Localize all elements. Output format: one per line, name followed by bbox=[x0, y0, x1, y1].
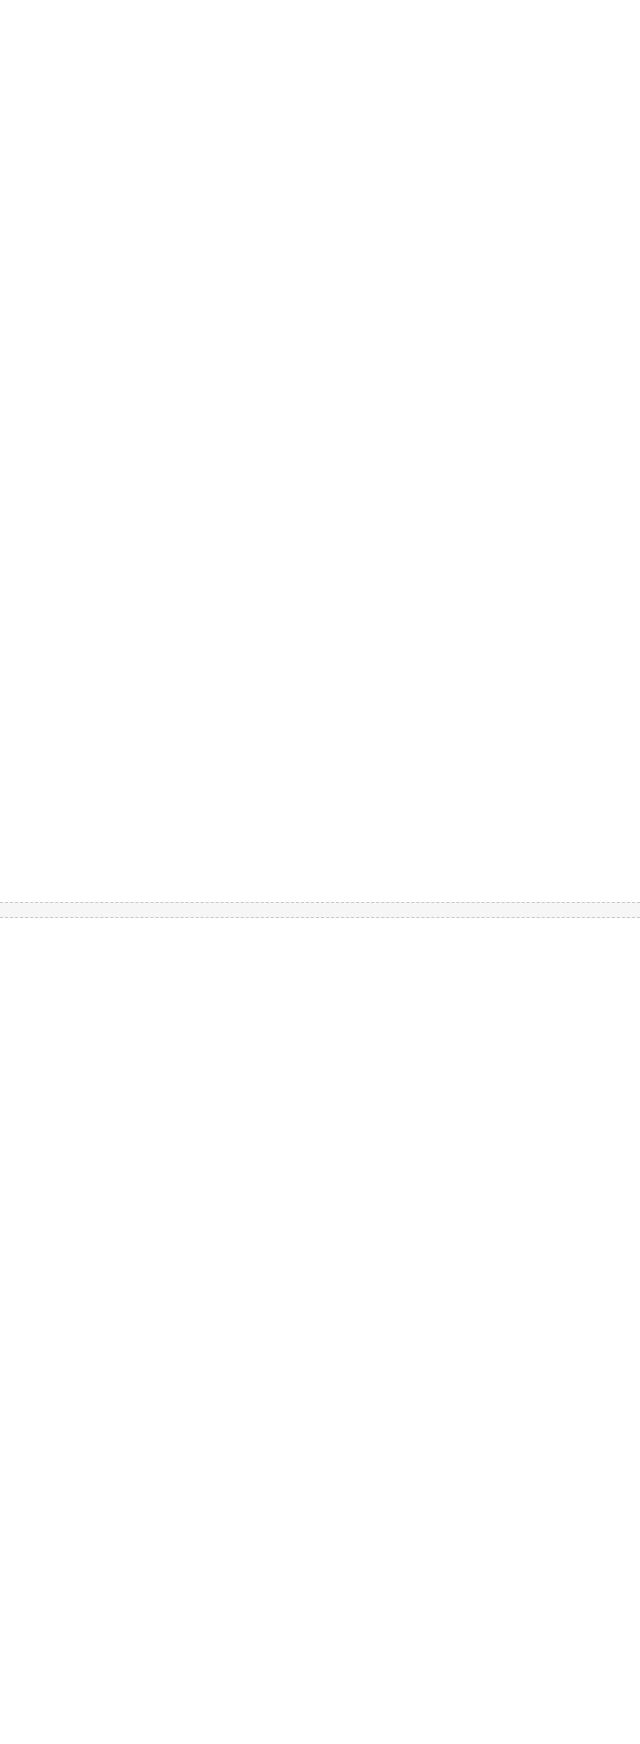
page-break bbox=[0, 902, 640, 918]
